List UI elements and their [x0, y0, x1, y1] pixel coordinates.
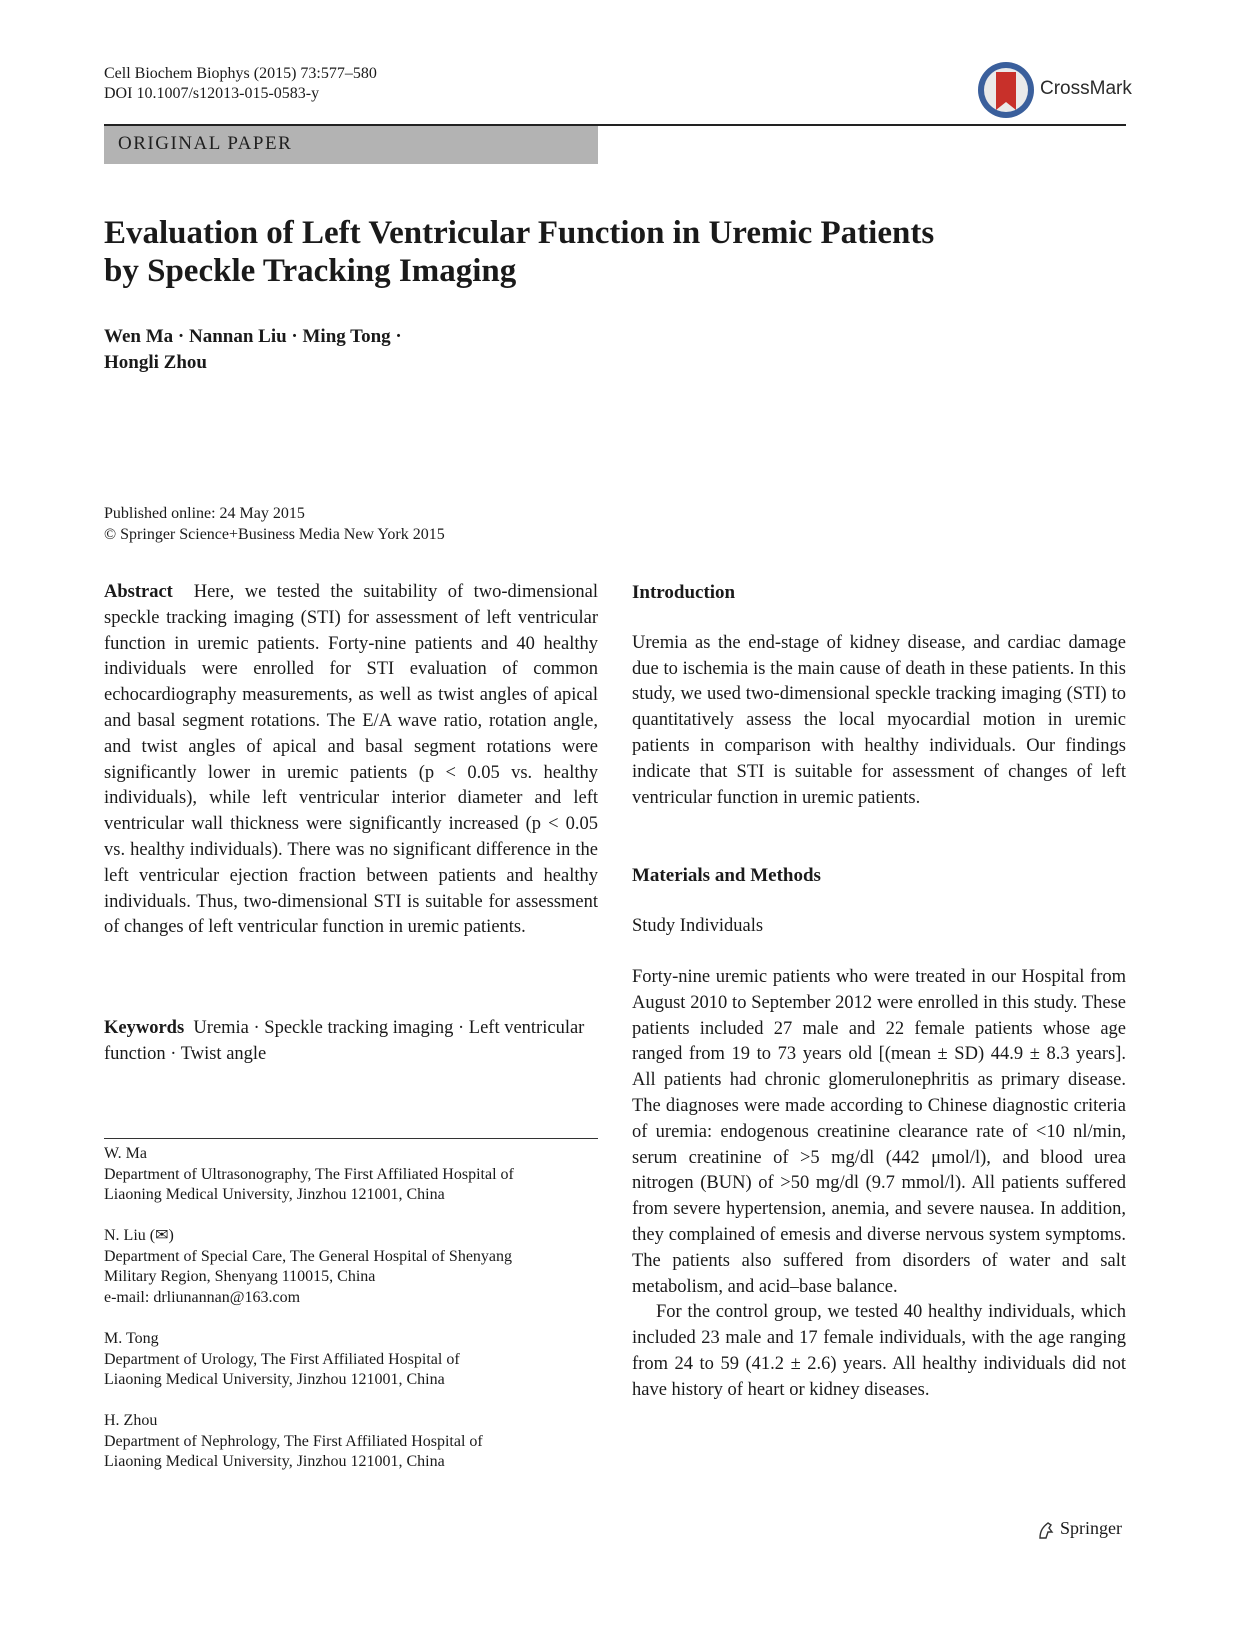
title-line: by Speckle Tracking Imaging [104, 253, 517, 289]
affiliation [104, 1329, 598, 1391]
article-type: ORIGINAL PAPER [118, 133, 293, 154]
affiliation-name: W. Ma [104, 1145, 147, 1162]
published-date: Published online: 24 May 2015 [104, 505, 305, 522]
affiliation [104, 1411, 598, 1473]
journal-citation [104, 64, 377, 104]
crossmark-icon [976, 60, 1036, 120]
methods-subheading: Study Individuals [632, 916, 764, 937]
keywords-label: Keywords [104, 1018, 185, 1038]
affiliation-address: Liaoning Medical University, Jinzhou 121001, China [104, 1371, 445, 1389]
affiliation-address: Department of Urology, The First Affiliated Hospital of [104, 1350, 460, 1368]
affiliation-rule [104, 1138, 598, 1139]
crossmark-label: CrossMark [1040, 78, 1132, 99]
paper-title [104, 214, 1004, 290]
abstract [104, 580, 598, 941]
publisher-name: Springer [1060, 1518, 1122, 1538]
journal-volume: Cell Biochem Biophys (2015) 73:577–580 [104, 65, 377, 82]
affiliation-address: Liaoning Medical University, Jinzhou 121001, China [104, 1453, 445, 1471]
crossmark-badge[interactable] [976, 60, 1132, 124]
affiliation-address: Department of Special Care, The General Hospital of Shenyang [104, 1247, 513, 1265]
authors-line: Hongli Zhou [104, 352, 207, 373]
methods-paragraph: For the control group, we tested 40 healthy individuals, which included 23 male and 17 female individuals, with the age ranging from 24 to 59 (41.2 ± 2.6) years. All healthy individuals did not have history of heart or kidney diseases. [632, 1302, 1126, 1400]
abstract-label: Abstract [104, 582, 173, 602]
affiliation [104, 1226, 598, 1308]
keywords [104, 1016, 598, 1068]
springer-logo [1036, 1518, 1122, 1540]
springer-horse-icon [1036, 1520, 1056, 1540]
methods-paragraph: Forty-nine uremic patients who were treated in our Hospital from August 2010 to September 2012 were enrolled in this study. These patients included 27 male and 22 female patients whose age ranged from 19 to 73 years old [(mean ± SD) 44.9 ± 8.3 years]. All patients had chronic glomerulonephritis as primary disease. The diagnoses were made according to Chinese diagnostic criteria of uremia: endogenous creatinine clearance rate of <10 nl/min, serum creatinine of >5 mg/dl (442 μmol/l), and blood urea nitrogen (BUN) of >50 mg/dl (9.7 mmol/l). All patients suffered from severe hypertension, anemia, and severe nausea. In addition, they complained of emesis and diverse nervous system symptoms. The patients also suffered from disorders of water and salt metabolism, and acid–base balance. [632, 966, 1126, 1297]
affiliation [104, 1144, 598, 1206]
copyright: © Springer Science+Business Media New York 2015 [104, 526, 445, 543]
publication-info [104, 503, 445, 545]
authors-line: Wen Ma · Nannan Liu · Ming Tong · [104, 326, 402, 347]
methods-heading: Materials and Methods [632, 865, 821, 887]
article-type-badge [104, 126, 598, 164]
affiliation-name: N. Liu (✉) [104, 1227, 174, 1244]
keywords-text: Uremia · Speckle tracking imaging · Left ventricular function · Twist angle [104, 1018, 585, 1064]
affiliation-address: Military Region, Shenyang 110015, China [104, 1268, 376, 1286]
author-list [104, 324, 524, 376]
affiliation-address: Liaoning Medical University, Jinzhou 121001, China [104, 1186, 445, 1204]
doi[interactable]: DOI 10.1007/s12013-015-0583-y [104, 85, 320, 102]
abstract-text: Here, we tested the suitability of two-dimensional speckle tracking imaging (STI) for assessment of left ventricular function in uremic patients. Forty-nine patients and 40 healthy individuals were enrolled for STI evaluation of common echocardiography measurements, as well as twist angles of apical and basal segment rotations. The E/A wave ratio, rotation angle, and twist angles of apical and basal segment rotations were significantly lower in uremic patients (p < 0.05 vs. healthy individuals), while left ventricular interior diameter and left ventricular wall thickness were significantly increased (p < 0.05 vs. healthy individuals). There was no significant difference in the left ventricular ejection fraction between patients and healthy individuals. Thus, two-dimensional STI is suitable for assessment of changes of left ventricular function in uremic patients. [104, 582, 598, 938]
affiliation-name: H. Zhou [104, 1412, 158, 1429]
affiliation-address: Department of Nephrology, The First Affiliated Hospital of [104, 1432, 483, 1450]
title-line: Evaluation of Left Ventricular Function in Uremic Patients [104, 215, 935, 251]
introduction-heading: Introduction [632, 582, 736, 603]
introduction-text: Uremia as the end-stage of kidney disease, and cardiac damage due to ischemia is the main cause of death in these patients. In this study, we used two-dimensional speckle tracking imaging (STI) to quantitatively assess the local myocardial motion in uremic patients in comparison with healthy individuals. Our findings indicate that STI is suitable for assessment of changes of left ventricular function in uremic patients. [632, 632, 1126, 808]
email-link[interactable]: e-mail: drliunannan@163.com [104, 1288, 301, 1306]
right-column [632, 580, 1126, 1404]
affiliation-name: M. Tong [104, 1330, 159, 1347]
affiliation-address: Department of Ultrasonography, The First Affiliated Hospital of [104, 1165, 514, 1183]
